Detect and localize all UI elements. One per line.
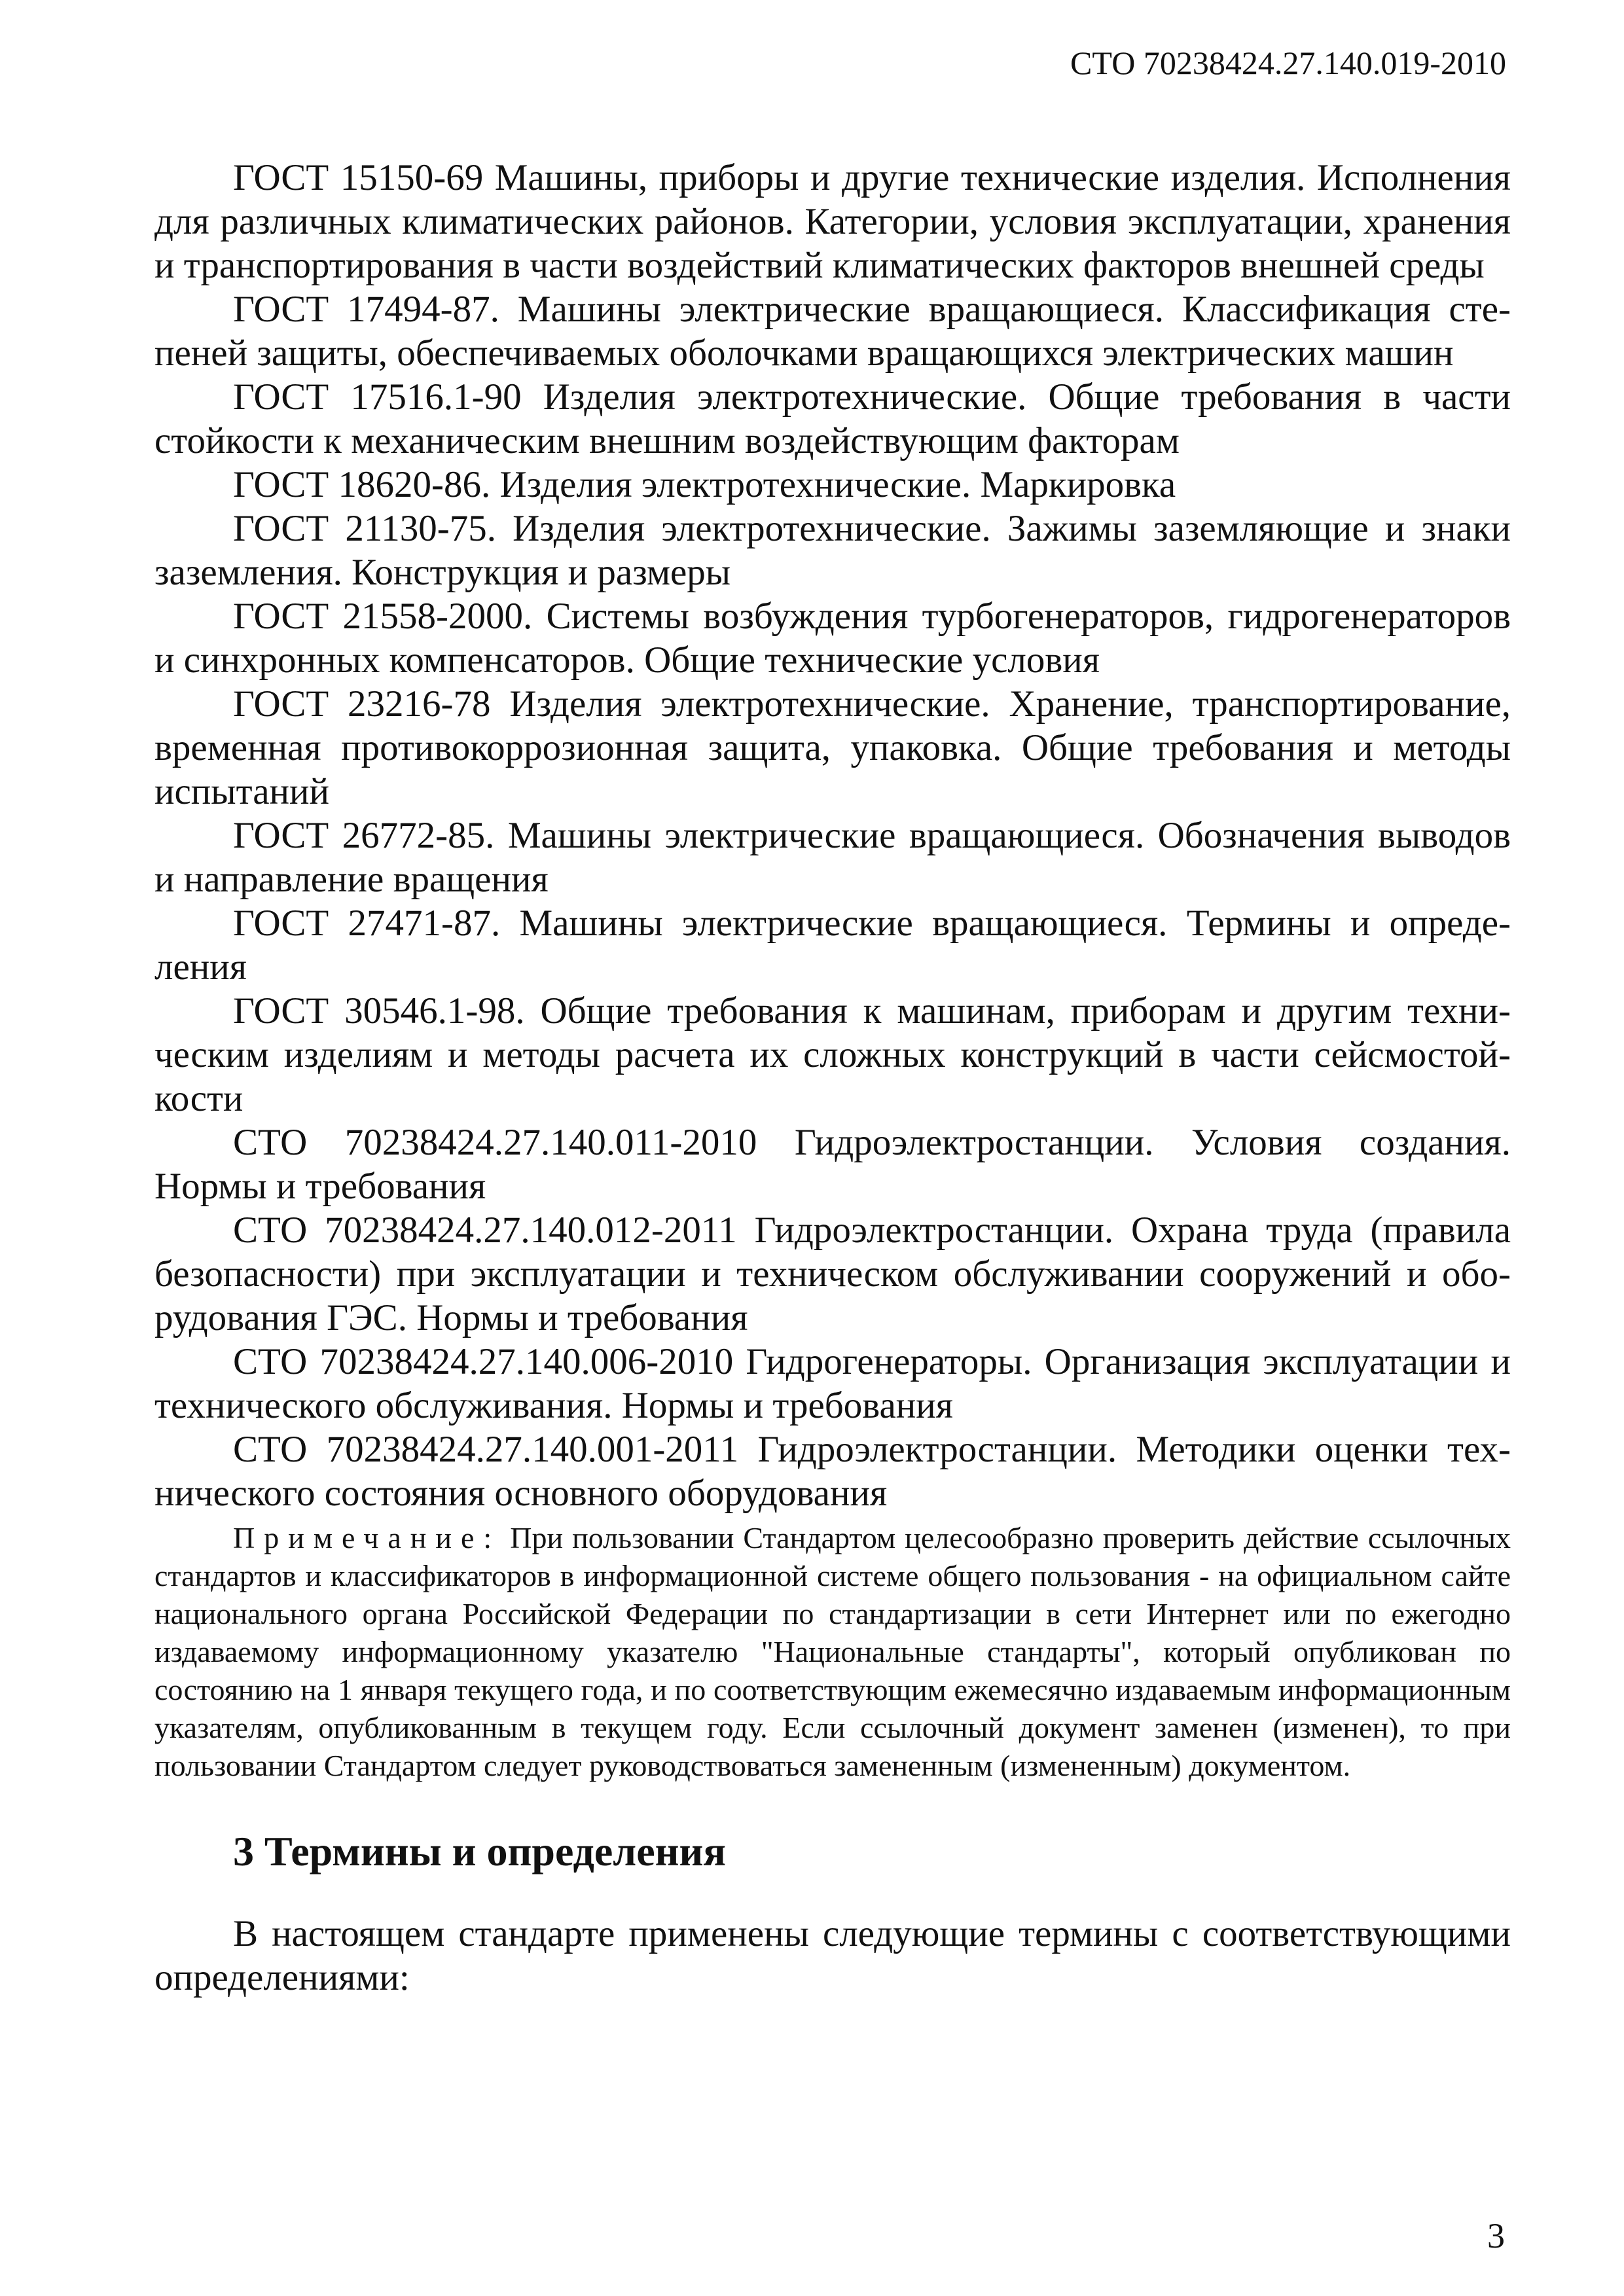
reference-item-gost-30546: ГОСТ 30546.1-98. Общие требования к машинам, приборам и другим техническим изделиям и методы расчета их сложных конструкций в части сейсмостойкости <box>154 990 1511 1119</box>
reference-item-sto-001: СТО 70238424.27.140.001-2011 Гидроэлектростанции. Методики оценки технического состояния основного оборудования <box>154 1429 1511 1514</box>
reference-item-sto-011: СТО 70238424.27.140.011-2010 Гидроэлектростанции. Условия создания. Нормы и требования <box>154 1122 1511 1207</box>
reference-item-sto-006: СТО 70238424.27.140.006-2010 Гидрогенераторы. Организация эксплуатации и технического обслуживания. Нормы и требования <box>154 1341 1511 1426</box>
note-paragraph <box>154 1519 1511 1785</box>
page-number: 3 <box>1487 2216 1505 2255</box>
note-text: При пользовании Стандартом целесообразно проверить действие ссылочных стандартов и классификаторов в информационной системе общего пользования - на официальном сайте национального органа Российской Федерации по стандартизации в сети Интернет или по ежегодно издаваемому информационному указателю "Национальные стандарты", который опубликован по состоянию на 1 января текущего года, и по соответствующим ежемесячно издаваемым информационным указателям, опубликованным в текущем году. Если ссылочный документ заменен (изменен), то при пользовании Стандартом следует руководствоваться замененным (измененным) документом. <box>154 1521 1511 1782</box>
reference-item-gost-23216: ГОСТ 23216-78 Изделия электротехнические. Хранение, транспортирование, временная противокоррозионная защита, упаковка. Общие требования и методы испытаний <box>154 683 1511 812</box>
normative-references-list <box>154 156 1511 1515</box>
document-body <box>154 156 1511 2000</box>
note-label: Примечание: <box>233 1521 501 1554</box>
reference-item-gost-15150: ГОСТ 15150-69 Машины, приборы и другие технические изделия. Исполнения для различных климатических районов. Категории, условия эксплуатации, хранения и транспортирования в части воздействий климатических факторов внешней среды <box>154 157 1511 286</box>
reference-item-gost-21558: ГОСТ 21558-2000. Системы возбуждения турбогенераторов, гидрогенераторов и синхронных компенсаторов. Общие технические условия <box>154 596 1511 681</box>
reference-item-gost-17494: ГОСТ 17494-87. Машины электрические вращающиеся. Классификация степеней защиты, обеспечиваемых оболочками вращающихся электрических машин <box>154 289 1511 374</box>
reference-item-gost-18620: ГОСТ 18620-86. Изделия электротехнические. Маркировка <box>233 464 1176 505</box>
reference-item-sto-012: СТО 70238424.27.140.012-2011 Гидроэлектростанции. Охрана труда (правила безопасности) при эксплуатации и техническом обслуживании сооружений и оборудования ГЭС. Нормы и требования <box>154 1210 1511 1338</box>
reference-item-gost-26772: ГОСТ 26772-85. Машины электрические вращающиеся. Обозначения выводов и направление вращения <box>154 815 1511 900</box>
reference-item-gost-27471: ГОСТ 27471-87. Машины электрические вращающиеся. Термины и определения <box>154 903 1511 988</box>
reference-item-gost-17516: ГОСТ 17516.1-90 Изделия электротехнические. Общие требования в части стойкости к механическим внешним воздействующим факторам <box>154 376 1511 461</box>
document-code-header: СТО 70238424.27.140.019-2010 <box>1070 45 1506 81</box>
reference-item-gost-21130: ГОСТ 21130-75. Изделия электротехнические. Зажимы заземляющие и знаки заземления. Конструкция и размеры <box>154 508 1511 593</box>
section-heading: 3 Термины и определения <box>233 1828 726 1874</box>
section-intro-paragraph: В настоящем стандарте применены следующие термины с соответствующими определениями: <box>154 1913 1511 1998</box>
